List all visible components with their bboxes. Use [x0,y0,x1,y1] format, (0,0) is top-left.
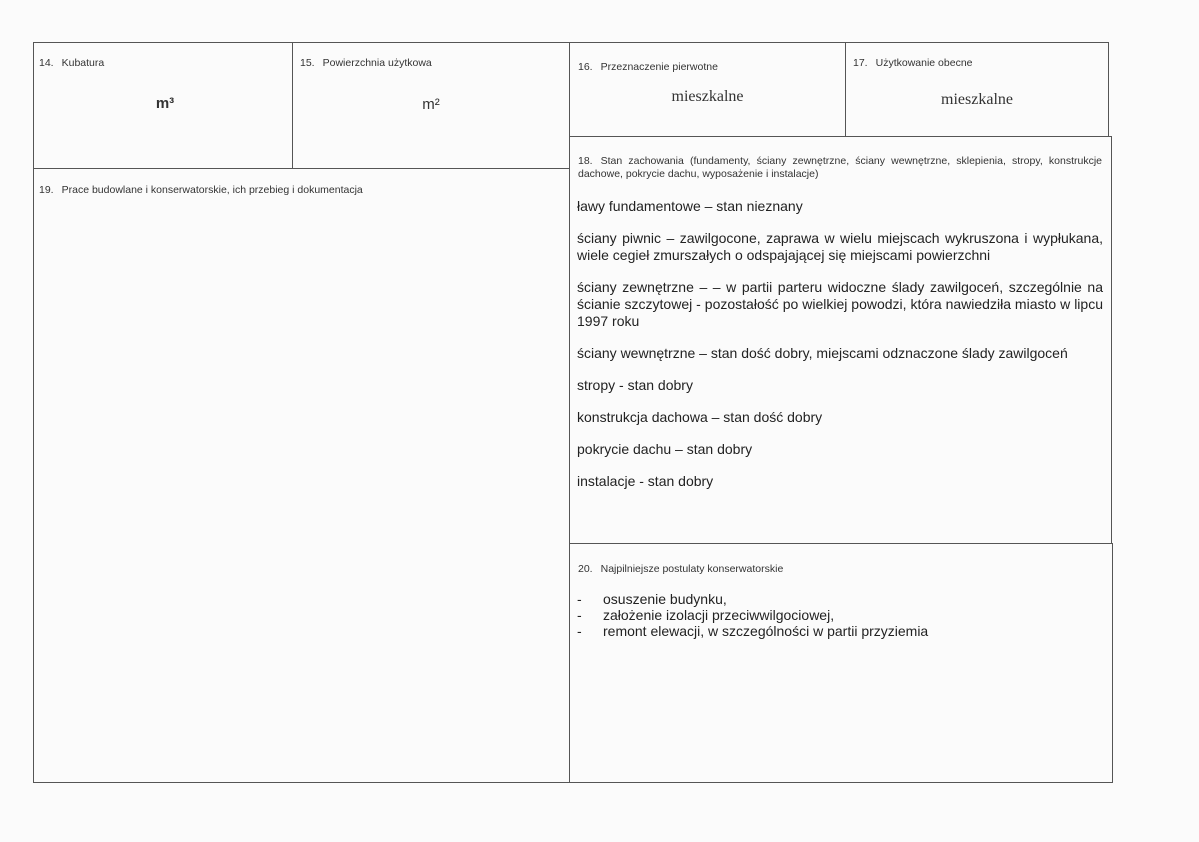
postulate-bullet: - [577,591,582,607]
box-20-postulaty [569,543,1113,783]
state-item-external-walls: ściany zewnętrzne – – w partii parteru widoczne ślady zawilgoceń, szczególnie na ścianie szczytowej - pozostałość po wielkiej powodzi, która nawiedziła miasto w lipcu 1997 roku [577,279,1103,329]
section-17-title: Użytkowanie obecne [875,57,973,69]
state-item-installations: instalacje - stan dobry [577,473,714,489]
postulate-text: założenie izolacji przeciwwilgociowej, [603,607,835,623]
section-14-title: Kubatura [61,57,105,69]
state-item-ceilings: stropy - stan dobry [577,377,693,393]
section-14-label [39,57,104,69]
postulate-item [577,607,1097,623]
section-15-unit: m² [422,96,440,113]
state-item-internal-walls: ściany wewnętrzne – stan dość dobry, miejscami odznaczone ślady zawilgoceń [577,345,1068,361]
section-18-state-list [577,198,1103,505]
section-20-title: Najpilniejsze postulaty konserwatorskie [600,563,784,575]
postulate-text: osuszenie budynku, [603,591,727,607]
section-15-title: Powierzchnia użytkowa [322,57,432,69]
section-14-number: 14. [39,57,54,69]
postulate-item [577,623,1097,639]
postulate-item [577,591,1097,607]
box-19-prace [33,168,570,783]
section-20-label [578,563,783,575]
section-17-label [853,57,973,69]
section-18-number: 18. [578,155,593,167]
postulate-text: remont elewacji, w szczególności w partii przyziemia [603,623,929,639]
state-item-basement-walls: ściany piwnic – zawilgocone, zaprawa w wielu miejscach wykruszona i wypłukana, wiele cegieł zmurszałych o odspajającej się miejscami powierzchni [577,230,1103,263]
section-17-number: 17. [853,57,868,69]
section-16-number: 16. [578,61,593,73]
postulate-bullet: - [577,623,582,639]
state-item-roof-structure: konstrukcja dachowa – stan dość dobry [577,409,823,425]
section-16-value: mieszkalne [671,88,744,105]
state-item-roof-covering: pokrycie dachu – stan dobry [577,441,753,457]
postulate-bullet: - [577,607,582,623]
state-item-foundations: ławy fundamentowe – stan nieznany [577,198,803,214]
section-14-unit: m³ [155,95,175,112]
section-20-number: 20. [578,563,593,575]
section-15-number: 15. [300,57,315,69]
section-19-title: Prace budowlane i konserwatorskie, ich przebieg i dokumentacja [61,184,363,196]
section-18-title: Stan zachowania (fundamenty, ściany zewnętrzne, ściany wewnętrzne, sklepienia, stropy, konstrukcje dachowe, pokrycie dachu, wyposażenie i instalacje) [578,155,1102,180]
section-18-label [578,155,1102,181]
section-16-title: Przeznaczenie pierwotne [600,61,718,73]
section-17-value: mieszkalne [941,91,1013,108]
section-19-number: 19. [39,184,54,196]
section-16-label [578,61,718,73]
section-15-label [300,57,432,69]
section-20-postulate-list [577,591,1097,639]
section-19-label [39,184,363,196]
